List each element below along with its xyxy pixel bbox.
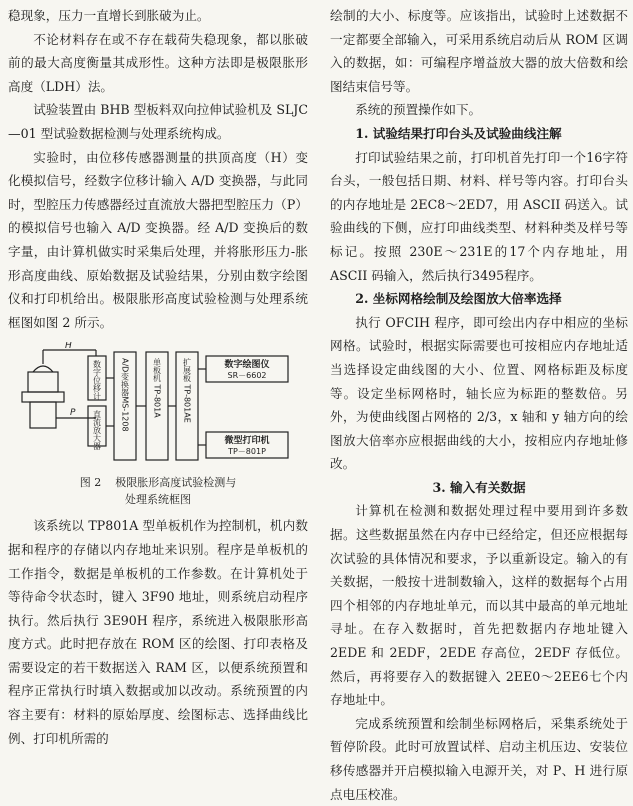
right-paragraph-4: 执行 OFCIH 程序，即可绘出内存中相应的坐标网格。试验时，根据实际需要也可按相应内存地址适当选择设定曲线图的大小、位置、网格标距及标度等。设定坐标网格时，轴长应为标距的整数倍。另外，为使曲线图占网格的 2/3，x 轴和 y 轴方向的绘图放大倍率亦应根据曲线的大小，按相应内存地址修改。 [330,314,628,472]
figure-number: 图 2 [79,476,102,490]
expansion-board-label: 扩展板 TP-801AE [182,358,192,424]
dc-amplifier-label: 直流放大器 [92,410,102,451]
caption-line-1: 极限胀形高度试验检测与 [115,476,237,490]
block-diagram-svg [8,342,308,470]
left-paragraph-2: 不论材料存在或不存在载荷失稳现象，都以胀破前的最大高度衡量其成形性。这种方法即是极限胀形高度（LDH）法。 [8,31,308,94]
left-paragraph-1: 稳现象，压力一直增长到胀破为止。 [8,8,210,23]
left-paragraph-3: 试验装置由 BHB 型板料双向拉伸试验机及 SLJC—01 型试验数据检测与处理系统构成。 [8,102,308,141]
section-heading-2: 2. 坐标网格绘制及绘图放大倍率选择 [355,291,562,307]
left-paragraph-4: 实验时，由位移传感器测量的拱顶高度（H）变化模拟信号，经数字位移计输入 A/D 变换器，与此同时，型腔压力传感器经过直流放大器把型腔压力（P）的模拟信号也输入 A/D 变换器。经 A/D 变换后的数字量，由计算机做实时采集后处理，并将胀形压力-胀形高度曲线、原始数据及试验结果，分别由数字绘图仪和打印机给出。极限胀形高度试验检测与处理系统框图如图 2 所示。 [8,149,308,330]
right-paragraph-6: 完成系统预置和绘制坐标网格后，采集系统处于暂停阶段。此时可放置试样、启动主机压边、安装位移传感器并开启模拟输入电源开关，对 P、H 进行原点电压校准。 [330,715,628,802]
section-heading-3: 3. 输入有关数据 [432,479,526,495]
printer-label-line-2: TP－801P [228,447,266,457]
left-column [8,4,308,750]
die-clamp [22,392,64,402]
right-paragraph-2: 系统的预置操作如下。 [355,102,482,118]
figure-2-block-diagram [8,342,308,470]
digital-displacement-meter-label: 数字位移计 [92,360,102,401]
right-column [330,4,628,806]
caption-line-2: 处理系统框图 [125,493,191,507]
single-board-computer-label: 单板机 TP-801A [152,358,162,419]
left-paragraph-5: 该系统以 TP801A 型单板机作为控制机，机内数据和程序的存储以内存地址来识别。程序是单板机的工作指令，数据是单板机的工作参数。在计算机处于等待命令状态时，键入 3F90 地址，则系统启动程序执行。然后执行 3E90H 程序，系统进入极限胀形高度方式。此时把存放在 ROM 区的绘图、打印表格及需要设定的若干数据送入 RAM 区，以便系统预置和程序正常执行时填入数据或加以改动。系统预置的内容主要有：材料的原始厚度、绘图标志、选择曲线比例、打印机所需的 [8,518,308,746]
right-paragraph-3: 打印试验结果之前，打印机首先打印一个16字符台头，一般包括日期、材料、样号等内容。打印台头的内存地址是 2EC8～2ED7，用 ASCII 码送入。试验曲线的下侧，应打印曲线类型、材料种类及样号等标记。按照 230E～231E的17个内存地址，用 ASCII 码输入，然后执行3495程序。 [330,149,628,283]
right-paragraph-1: 绘制的大小、标度等。应该指出，试验时上述数据不一定都要全部输入，可采用系统启动后从 ROM 区调入的数据，如：可编程序增益放大器的放大倍数和绘图结束信号等。 [330,8,628,94]
ad-converter-label: A/D变换器MS-1208 [120,358,130,432]
label-p: P [70,408,76,419]
figure-caption [8,474,308,508]
dome-specimen [33,366,53,372]
label-h: H [65,342,72,352]
section-heading-1: 1. 试验结果打印台头及试验曲线注解 [355,125,562,141]
plotter-label-line-1: 数字绘图仪 [224,360,270,371]
pressure-chamber [30,402,56,428]
die-upper-part [28,372,58,392]
plotter-label-line-2: SR－6602 [227,371,267,381]
printer-label-line-1: 微型打印机 [224,436,270,447]
right-paragraph-5: 计算机在检测和数据处理过程中要用到许多数据。这些数据虽然在内存中已经给定，但还应根据每次试验的具体情况和要求，予以重新设定。输入的有关数据，一般按十进制数输入，这样的数据每个占用四个相邻的内存地址单元，而以其中最高的单元地址寻址。在存入数据时，首先把数据内存地址键入 2EDE 和 2EDF，2EDE 存高位，2EDF 存低位。然后，再将要存入的数据键入 2EE0～2EE6七个内存地址中。 [330,503,628,708]
